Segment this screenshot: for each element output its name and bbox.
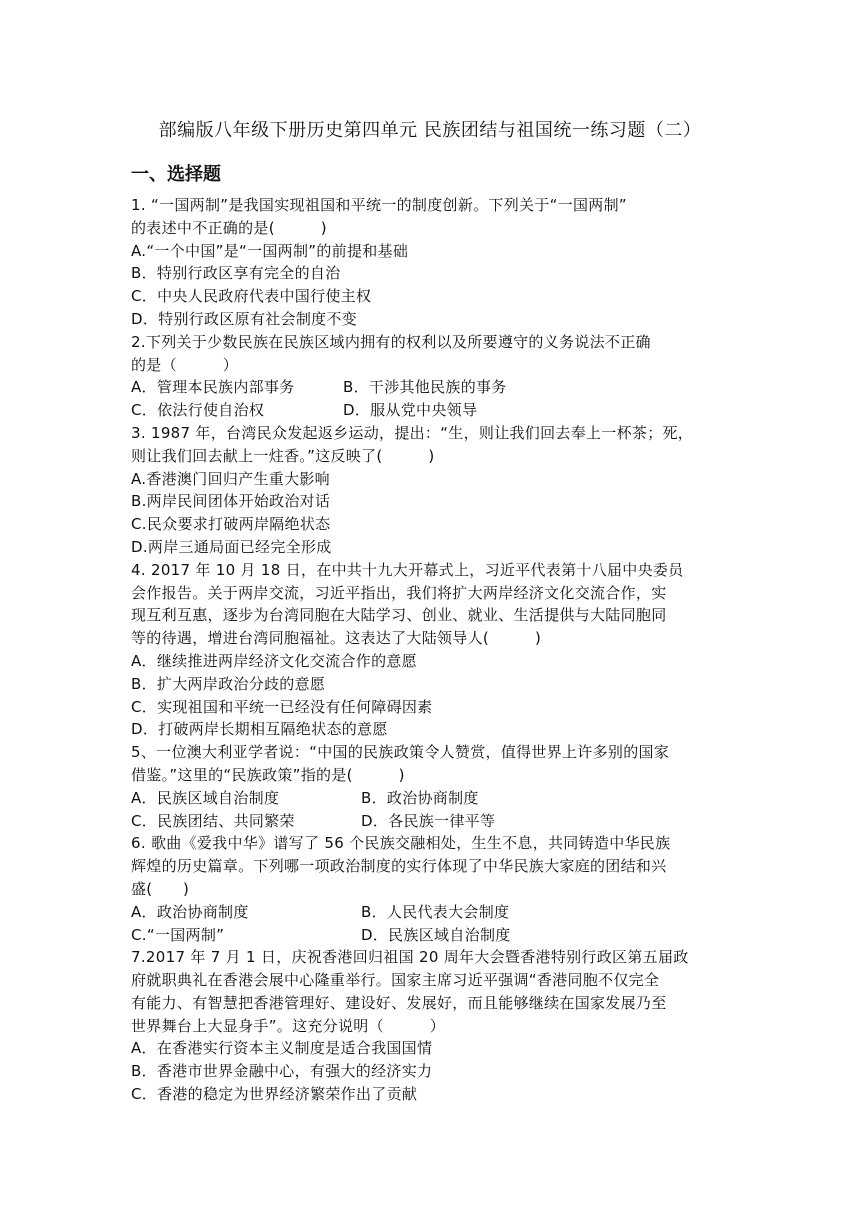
question-stem: 3. 1987 年，台湾民众发起返乡运动，提出：“生，则让我们回去奉上一杯茶；死， (131, 423, 694, 442)
option-b: B．特别行政区享有完全的自治 (131, 264, 341, 283)
question-stem: 4. 2017 年 10 月 18 日，在中共十九大开幕式上，习近平代表第十八届中央委员 (131, 560, 684, 579)
option-row (131, 787, 731, 810)
option-row (131, 399, 731, 422)
option-a: A．民族区域自治制度 (131, 788, 280, 807)
option-b: B.两岸民间团体开始政治对话 (131, 492, 331, 511)
option-d: D．民族区域自治制度 (361, 925, 511, 944)
option-b: B．干涉其他民族的事务 (343, 378, 507, 397)
question-stem: 会作报告。关于两岸交流，习近平指出，我们将扩大两岸经济文化交流合作，实 (131, 583, 667, 602)
question-5 (131, 741, 731, 832)
option-a: A．在香港实行资本主义制度是适合我国国情 (131, 1039, 433, 1058)
question-2 (131, 331, 731, 422)
question-stem: 的是（ ） (131, 355, 239, 374)
question-stem: 借鉴。”这里的“民族政策”指的是( ) (131, 765, 405, 784)
question-stem: 6. 歌曲《爱我中华》谱写了 56 个民族交融相处，生生不息，共同铸造中华民族 (131, 834, 671, 853)
option-b: B．扩大两岸政治分歧的意愿 (131, 674, 326, 693)
question-stem: 有能力、有智慧把香港管理好、建设好、发展好，而且能够继续在国家发展乃至 (131, 993, 667, 1012)
option-row (131, 376, 731, 399)
option-b: B．政治协商制度 (361, 788, 479, 807)
question-stem: 等的待遇，增进台湾同胞福祉。这表达了大陆领导人( ) (131, 629, 542, 648)
page-title: 部编版八年级下册历史第四单元 民族团结与祖国统一练习题（二） (158, 120, 702, 141)
option-a: A．政治协商制度 (131, 902, 249, 921)
question-stem: 1. “一国两制”是我国实现祖国和平统一的制度创新。下列关于“一国两制” (131, 196, 627, 214)
option-c: C．民族团结、共同繁荣 (131, 811, 295, 830)
question-stem: 盛( ) (131, 879, 190, 898)
option-d: D．各民族一律平等 (361, 811, 496, 830)
option-c: C.“一国两制” (131, 925, 225, 944)
option-d: D．特别行政区原有社会制度不变 (131, 309, 358, 328)
question-7 (131, 946, 731, 1106)
option-d: D.两岸三通局面已经完全形成 (131, 537, 332, 556)
question-stem: 辉煌的历史篇章。下列哪一项政治制度的实行体现了中华民族大家庭的团结和兴 (131, 857, 667, 876)
question-6 (131, 832, 731, 946)
option-c: C．香港的稳定为世界经济繁荣作出了贡献 (131, 1085, 418, 1104)
question-3 (131, 422, 731, 559)
option-c: C．中央人民政府代表中国行使主权 (131, 287, 372, 306)
option-c: C．实现祖国和平统一已经没有任何障碍因素 (131, 697, 433, 716)
option-row (131, 810, 731, 833)
question-stem: 2.下列关于少数民族在民族区域内拥有的权利以及所要遵守的义务说法不正确 (131, 332, 651, 351)
question-stem: 现互利互惠，逐步为台湾同胞在大陆学习、创业、就业、生活提供与大陆同胞同 (131, 606, 667, 625)
option-d: D．服从党中央领导 (343, 401, 478, 420)
question-stem: 则让我们回去献上一炷香。”这反映了( ) (131, 446, 435, 465)
option-b: B．香港市世界金融中心，有强大的经济实力 (131, 1062, 433, 1081)
question-stem: 7.2017 年 7 月 1 日，庆祝香港回归祖国 20 周年大会暨香港特别行政区第五届政 (131, 948, 689, 967)
question-list (131, 194, 731, 1106)
question-stem: 5、一位澳大利亚学者说：“中国的民族政策令人赞赏，值得世界上许多别的国家 (131, 743, 670, 762)
question-stem: 的表述中不正确的是( ) (131, 218, 327, 237)
option-a: A.“一个中国”是“一国两制”的前提和基础 (131, 241, 409, 260)
option-d: D．打破两岸长期相互隔绝状态的意愿 (131, 720, 388, 739)
option-c: C．依法行使自治权 (131, 401, 265, 420)
option-row (131, 901, 731, 924)
question-stem: 世界舞台上大显身手”。这充分说明（ ） (131, 1016, 446, 1035)
option-c: C.民众要求打破两岸隔绝状态 (131, 515, 331, 534)
option-a: A.香港澳门回归产生重大影响 (131, 469, 330, 488)
question-1 (131, 194, 731, 331)
question-4 (131, 559, 731, 741)
option-b: B．人民代表大会制度 (361, 902, 510, 921)
option-a: A．继续推进两岸经济文化交流合作的意愿 (131, 651, 417, 670)
option-a: A．管理本民族内部事务 (131, 378, 295, 397)
option-row (131, 924, 731, 947)
question-stem: 府就职典礼在香港会展中心隆重举行。国家主席习近平强调“香港同胞不仅完全 (131, 971, 660, 990)
section-heading: 一、选择题 (131, 164, 221, 185)
